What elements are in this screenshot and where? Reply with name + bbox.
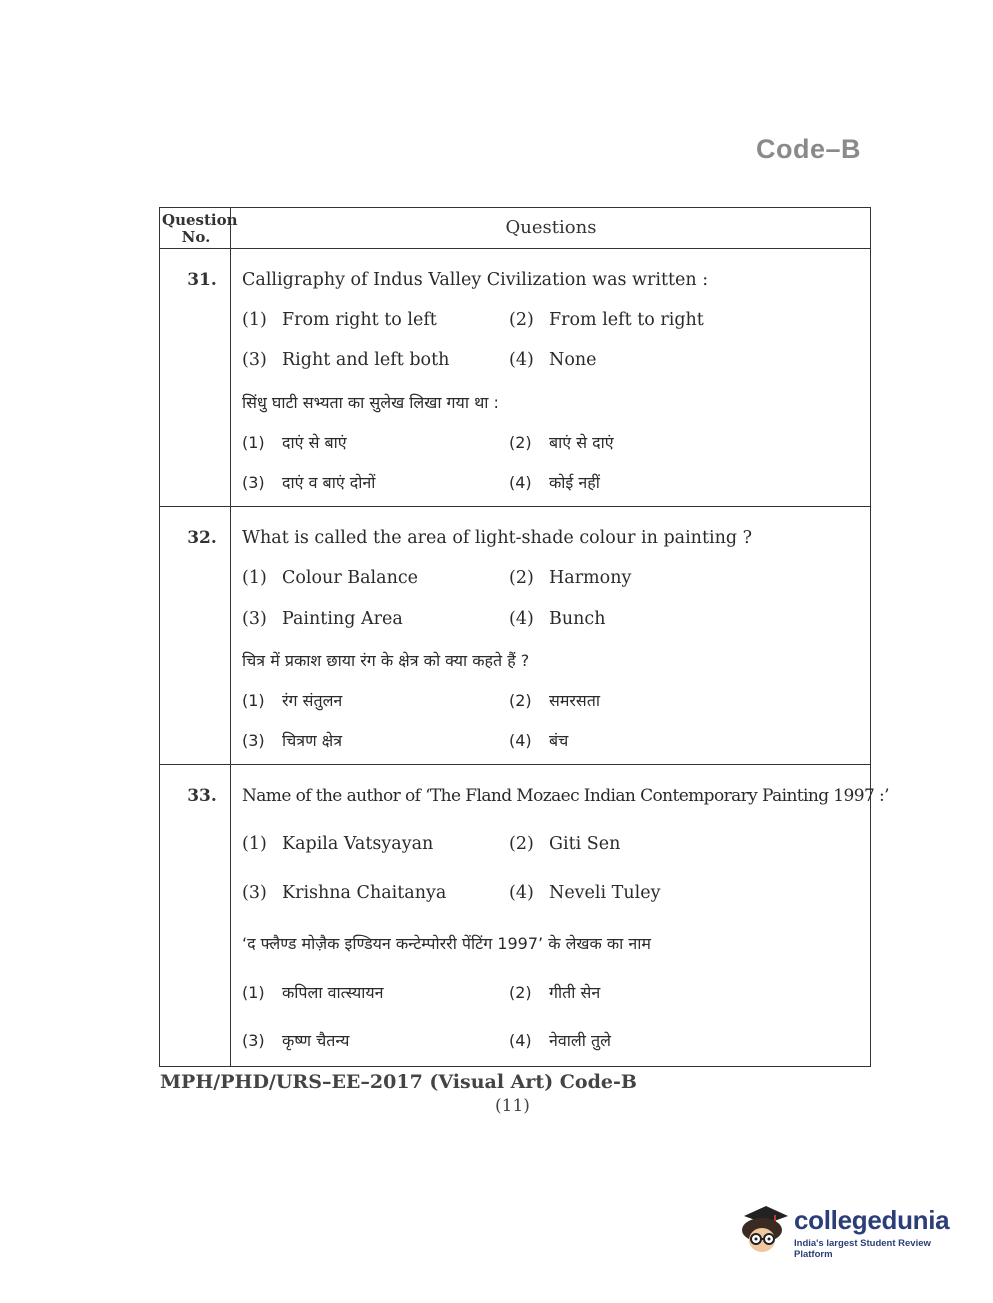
logo-wordmark: collegedunia bbox=[794, 1205, 950, 1235]
row-divider bbox=[160, 764, 870, 765]
option-2: (2) Giti Sen bbox=[509, 834, 621, 854]
option-1: (1) Colour Balance bbox=[242, 568, 419, 588]
header-divider bbox=[160, 248, 870, 249]
option-3-hindi: (3) कृष्ण चैतन्य bbox=[242, 1031, 350, 1050]
option-2: (2) Harmony bbox=[509, 568, 632, 588]
question-number: 33. bbox=[187, 786, 217, 806]
question-stem: Calligraphy of Indus Valley Civilization was written : bbox=[242, 270, 709, 290]
row-divider bbox=[160, 506, 870, 507]
option-4: (4) None bbox=[509, 350, 597, 370]
option-3-hindi: (3) चित्रण क्षेत्र bbox=[242, 731, 343, 750]
option-2-hindi: (2) बाएं से दाएं bbox=[509, 433, 614, 452]
question-stem-hindi: ‘द फ्लैण्ड मोज़ैक इण्डियन कन्टेम्पोररी पेंटिंग 1997’ के लेखक का नाम bbox=[242, 934, 651, 953]
option-2-hindi: (2) समरसता bbox=[509, 691, 601, 710]
option-2-hindi: (2) गीती सेन bbox=[509, 983, 601, 1002]
column-header-question-no: Question No. bbox=[162, 211, 238, 246]
option-1: (1) Kapila Vatsyayan bbox=[242, 834, 434, 854]
question-table bbox=[159, 207, 889, 1067]
code-label: Code–B bbox=[756, 134, 862, 164]
option-3: (3) Krishna Chaitanya bbox=[242, 883, 447, 903]
option-3-hindi: (3) दाएं व बाएं दोनों bbox=[242, 473, 376, 492]
column-header-questions: Questions bbox=[505, 217, 597, 238]
option-1: (1) From right to left bbox=[242, 310, 437, 330]
collegedunia-logo bbox=[736, 1198, 966, 1258]
option-3: (3) Painting Area bbox=[242, 609, 403, 629]
page-number: (11) bbox=[495, 1096, 530, 1116]
column-divider bbox=[230, 208, 231, 1066]
question-stem-hindi: चित्र में प्रकाश छाया रंग के क्षेत्र को क्या कहते हैं ? bbox=[242, 651, 530, 670]
logo-tagline: India's largest Student Review Platform bbox=[794, 1238, 931, 1260]
question-stem-hindi: सिंधु घाटी सभ्यता का सुलेख लिखा गया था : bbox=[242, 393, 499, 412]
option-1-hindi: (1) कपिला वात्स्यायन bbox=[242, 983, 384, 1002]
student-mascot-icon bbox=[736, 1198, 792, 1256]
exam-footer: MPH/PHD/URS–EE–2017 (Visual Art) Code-B bbox=[160, 1071, 637, 1093]
option-1-hindi: (1) रंग संतुलन bbox=[242, 691, 343, 710]
option-4-hindi: (4) नेवाली तुले bbox=[509, 1031, 611, 1050]
option-2: (2) From left to right bbox=[509, 310, 704, 330]
option-3: (3) Right and left both bbox=[242, 350, 450, 370]
question-number: 31. bbox=[187, 270, 217, 290]
question-stem: Name of the author of ‘The Fland Mozaec Indian Contemporary Painting 1997 :’ bbox=[242, 786, 889, 806]
option-1-hindi: (1) दाएं से बाएं bbox=[242, 433, 347, 452]
question-number: 32. bbox=[187, 528, 217, 548]
option-4-hindi: (4) बंच bbox=[509, 731, 569, 750]
option-4-hindi: (4) कोई नहीं bbox=[509, 473, 600, 492]
option-4: (4) Neveli Tuley bbox=[509, 883, 661, 903]
option-4: (4) Bunch bbox=[509, 609, 606, 629]
question-stem: What is called the area of light-shade colour in painting ? bbox=[242, 528, 752, 548]
